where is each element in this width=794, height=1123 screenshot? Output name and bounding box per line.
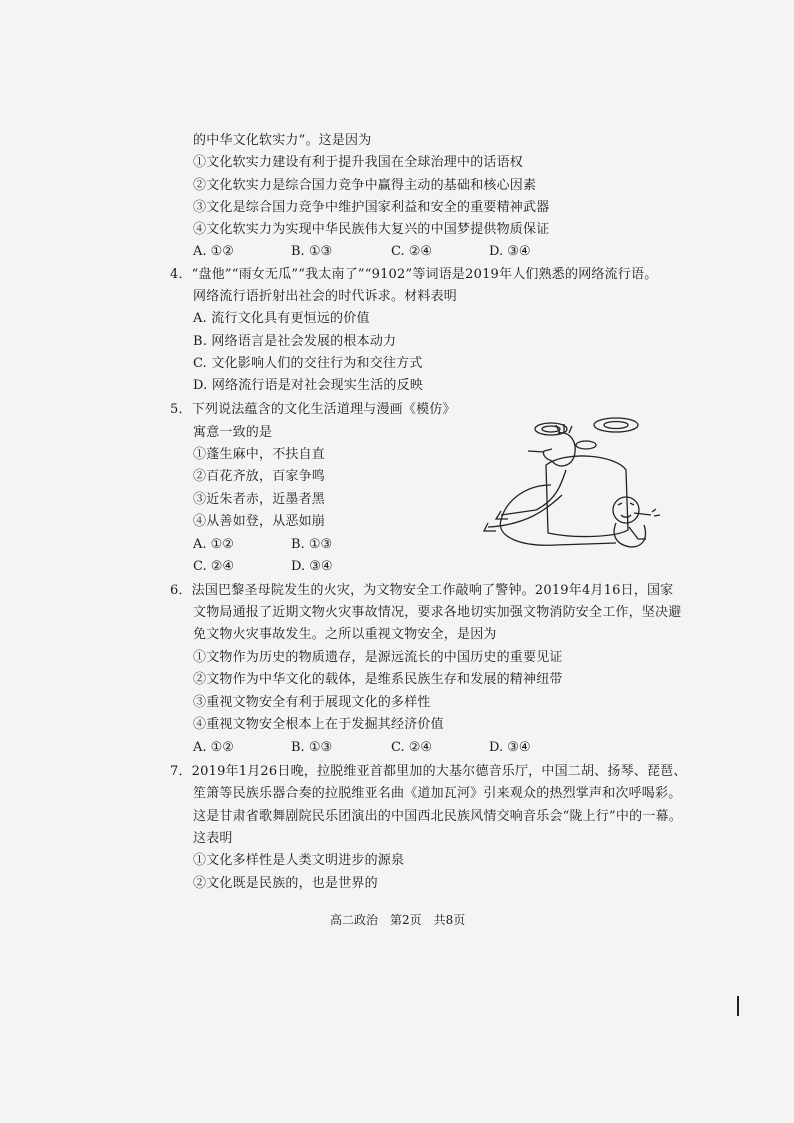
q5-item-4: ④从善如登，从恶如崩	[193, 514, 326, 529]
q6-item-3: ③重视文物安全有利于展现文化的多样性	[193, 695, 431, 710]
q5-choice-b: B. ①③	[291, 537, 333, 552]
q3-choice-b: B. ①③	[291, 244, 333, 259]
q4-option-d: D. 网络流行语是对社会现实生活的反映	[193, 378, 424, 393]
q4-option-c: C. 文化影响人们的交往行为和交往方式	[193, 356, 423, 371]
q6-item-1: ①文物作为历史的物质遗存，是源远流长的中国历史的重要见证	[193, 650, 563, 665]
q6-choice-a: A. ①②	[193, 740, 234, 755]
q5-item-1: ①蓬生麻中，不扶自直	[193, 447, 326, 462]
q6-stem-line3: 免文物火灾事故发生。之所以重视文物安全，是因为	[193, 627, 497, 642]
q5-stem-line1: 5．下列说法蕴含的文化生活道理与漫画《模仿》	[170, 402, 456, 417]
q7-stem-line4: 这表明	[193, 831, 233, 846]
q7-item-1: ①文化多样性是人类文明进步的源泉	[193, 853, 405, 868]
q5-choice-d: D. ③④	[291, 559, 333, 574]
q4-option-a: A. 流行文化具有更恒远的价值	[193, 311, 370, 326]
q3-item-4: ④文化软实力为实现中华民族伟大复兴的中国梦提供物质保证	[193, 222, 550, 237]
q5-stem-line2: 寓意一致的是	[193, 425, 273, 440]
scan-edge-mark	[737, 996, 739, 1016]
q6-stem-line1: 6．法国巴黎圣母院发生的火灾，为文物安全工作敲响了警钟。2019年4月16日，国家	[170, 583, 674, 598]
q3-choice-c: C. ②④	[391, 244, 433, 259]
q5-choice-a: A. ①②	[193, 537, 234, 552]
page-footer: 高二政治 第2页 共8页	[330, 913, 466, 927]
q6-choice-b: B. ①③	[291, 740, 333, 755]
q7-stem-line3: 这是甘肃省歌舞剧院民乐团演出的中国西北民族风情交响音乐会“陇上行”中的一幕。	[193, 809, 682, 824]
q5-choice-c: C. ②④	[193, 559, 235, 574]
q3-continuation: 的中华文化软实力”。这是因为	[193, 133, 372, 148]
q6-choice-d: D. ③④	[489, 740, 531, 755]
q3-item-2: ②文化软实力是综合国力竞争中赢得主动的基础和核心因素	[193, 178, 537, 193]
q6-stem-line2: 文物局通报了近期文物火灾事故情况，要求各地切实加强文物消防安全工作，坚决避	[193, 605, 682, 620]
q6-item-2: ②文物作为中华文化的载体，是维系民族生存和发展的精神纽带	[193, 672, 563, 687]
imitation-cartoon	[466, 415, 666, 555]
q3-item-3: ③文化是综合国力竞争中维护国家利益和安全的重要精神武器	[193, 200, 550, 215]
q7-stem-line1: 7．2019年1月26日晚，拉脱维亚首都里加的大基尔德音乐厅，中国二胡、扬琴、琵琶、	[170, 764, 687, 779]
q4-stem-line2: 网络流行语折射出社会的时代诉求。材料表明	[193, 289, 458, 304]
q4-option-b: B. 网络语言是社会发展的根本动力	[193, 334, 397, 349]
q5-item-2: ②百花齐放，百家争鸣	[193, 469, 326, 484]
q7-item-2: ②文化既是民族的，也是世界的	[193, 876, 378, 891]
q4-stem-line1: 4．“盘他”“雨女无瓜”“我太南了”“9102”等词语是2019年人们熟悉的网络流行语。	[170, 267, 658, 282]
q3-item-1: ①文化软实力建设有利于提升我国在全球治理中的话语权	[193, 155, 524, 170]
q3-choice-a: A. ①②	[193, 244, 234, 259]
q3-choice-d: D. ③④	[489, 244, 531, 259]
q6-item-4: ④重视文物安全根本上在于发掘其经济价值	[193, 717, 444, 732]
q5-item-3: ③近朱者赤，近墨者黑	[193, 492, 326, 507]
q7-stem-line2: 笙箫等民族乐器合奏的拉脱维亚名曲《道加瓦河》引来观众的热烈掌声和次呼喝彩。	[193, 786, 682, 801]
q6-choice-c: C. ②④	[391, 740, 433, 755]
